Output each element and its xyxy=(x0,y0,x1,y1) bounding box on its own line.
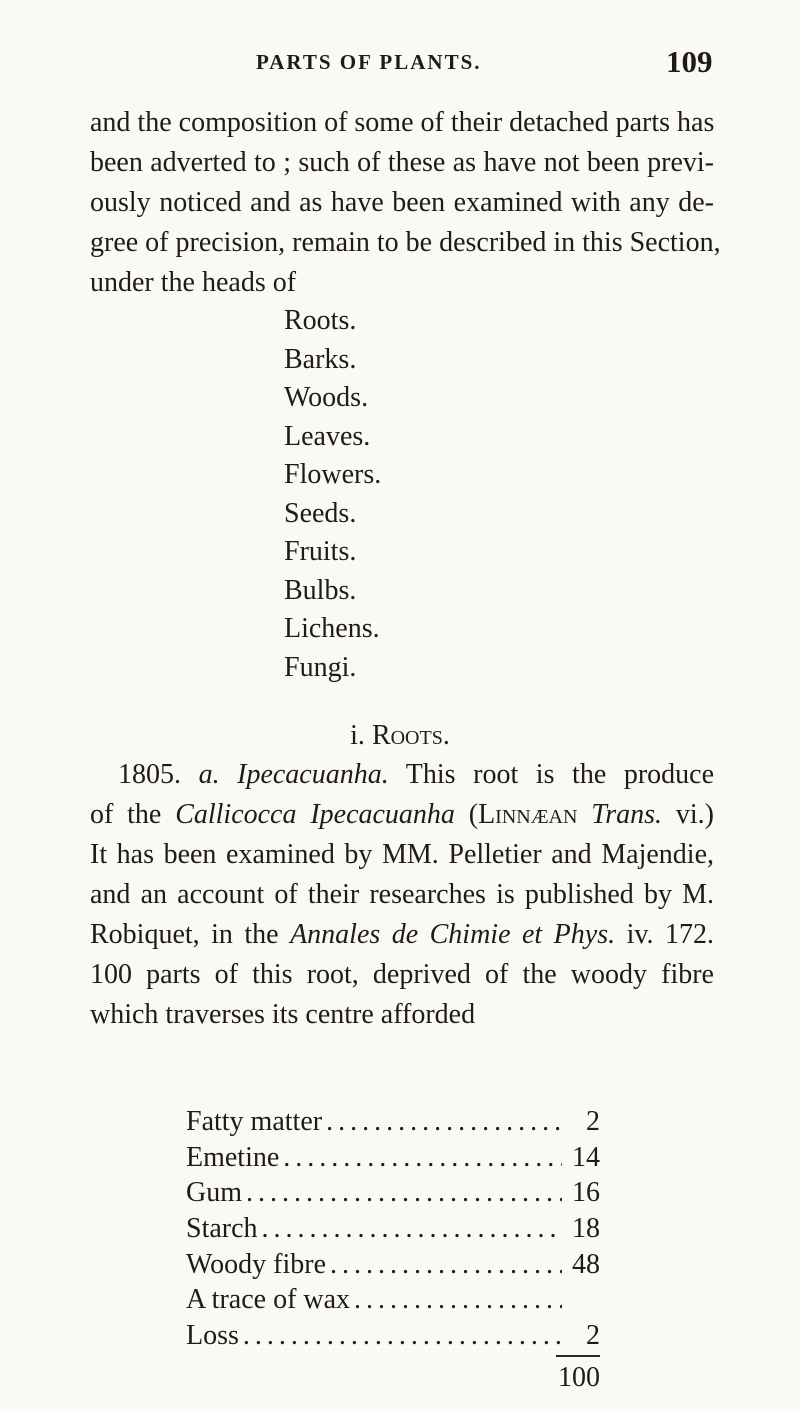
article-text: This root is the produce xyxy=(405,759,714,790)
species-name: Callicocca Ipecacuanha xyxy=(175,799,455,830)
article-subject: Ipecacuanha. xyxy=(237,759,389,790)
table-row xyxy=(186,1140,600,1176)
component-value: 2 xyxy=(586,1106,600,1137)
component-value: 16 xyxy=(572,1177,600,1209)
intro-line: under the heads of xyxy=(90,267,297,298)
heads-list-item: Lichens. xyxy=(284,613,380,644)
component-value: 18 xyxy=(572,1213,600,1245)
heads-list-item: Barks. xyxy=(284,343,357,375)
article-text: ( xyxy=(468,799,479,830)
component-value: 48 xyxy=(572,1248,600,1280)
total-rule xyxy=(556,1355,600,1357)
article-line xyxy=(90,915,714,955)
journal-name: Trans. xyxy=(591,799,663,830)
component-name: Fatty matter xyxy=(186,1106,323,1137)
article-line xyxy=(90,755,714,795)
dot-leader xyxy=(243,1318,562,1354)
article-line xyxy=(90,795,714,835)
intro-line: and the composition of some of their detached parts has xyxy=(90,107,715,138)
dot-leader xyxy=(330,1247,562,1283)
article-number: 1805. xyxy=(118,759,181,790)
intro-line: ously noticed and as have been examined with any de- xyxy=(90,187,714,218)
dot-leader xyxy=(262,1211,562,1247)
component-name: A trace of wax xyxy=(186,1284,351,1316)
composition-table xyxy=(186,1104,600,1354)
article-text: of the xyxy=(90,799,162,830)
article-paragraph xyxy=(90,755,714,1035)
annales-title: Annales de Chimie et Phys. xyxy=(290,919,616,950)
article-line: 100 parts of this root, deprived of the woody fibre xyxy=(90,959,714,990)
component-name: Gum xyxy=(186,1177,242,1209)
section-heading xyxy=(0,720,800,752)
section-title: Roots. xyxy=(371,720,450,751)
heads-list-item: Fruits. xyxy=(284,536,357,567)
article-letter: a. xyxy=(198,759,220,790)
page-header xyxy=(0,44,800,84)
table-row xyxy=(186,1318,600,1354)
heads-list xyxy=(284,302,381,687)
table-row xyxy=(186,1247,600,1283)
intro-line: gree of precision, remain to be described in this Section, xyxy=(90,227,721,258)
heads-list-item: Bulbs. xyxy=(284,574,357,606)
intro-line: been adverted to ; such of these as have not been previ- xyxy=(90,147,714,178)
article-line: which traverses its centre afforded xyxy=(90,999,476,1030)
heads-list-item: Woods. xyxy=(284,382,369,413)
component-name: Woody fibre xyxy=(186,1248,327,1280)
table-row xyxy=(186,1104,600,1140)
component-name: Starch xyxy=(186,1213,258,1245)
composition-total: 100 xyxy=(558,1362,600,1393)
table-row xyxy=(186,1282,600,1318)
running-title: PARTS OF PLANTS. xyxy=(256,50,482,74)
dot-leader xyxy=(246,1175,562,1211)
article-text: vi.) xyxy=(675,799,714,830)
heads-list-item: Seeds. xyxy=(284,497,357,529)
heads-list-item: Flowers. xyxy=(284,459,382,490)
page-number: 109 xyxy=(666,44,713,79)
component-value: 14 xyxy=(572,1141,600,1173)
component-name: Emetine xyxy=(186,1141,280,1173)
intro-paragraph xyxy=(90,103,721,303)
heads-list-item: Roots. xyxy=(284,305,357,336)
heads-list-item: Fungi. xyxy=(284,651,357,683)
article-text: iv. 172. xyxy=(626,919,714,950)
table-row xyxy=(186,1211,600,1247)
society-name: Linnæan xyxy=(478,799,578,830)
heads-list-item: Leaves. xyxy=(284,420,371,452)
section-numeral: i. xyxy=(350,720,365,751)
table-row xyxy=(186,1175,600,1211)
component-name: Loss xyxy=(186,1320,239,1352)
article-line: and an account of their researches is published by M. xyxy=(90,879,714,910)
component-value: 2 xyxy=(586,1320,600,1352)
article-line: It has been examined by MM. Pelletier and Majendie, xyxy=(90,839,714,870)
article-text: Robiquet, in the xyxy=(90,919,279,950)
dot-leader xyxy=(283,1140,562,1176)
dot-leader xyxy=(326,1104,562,1140)
dot-leader xyxy=(354,1282,562,1318)
